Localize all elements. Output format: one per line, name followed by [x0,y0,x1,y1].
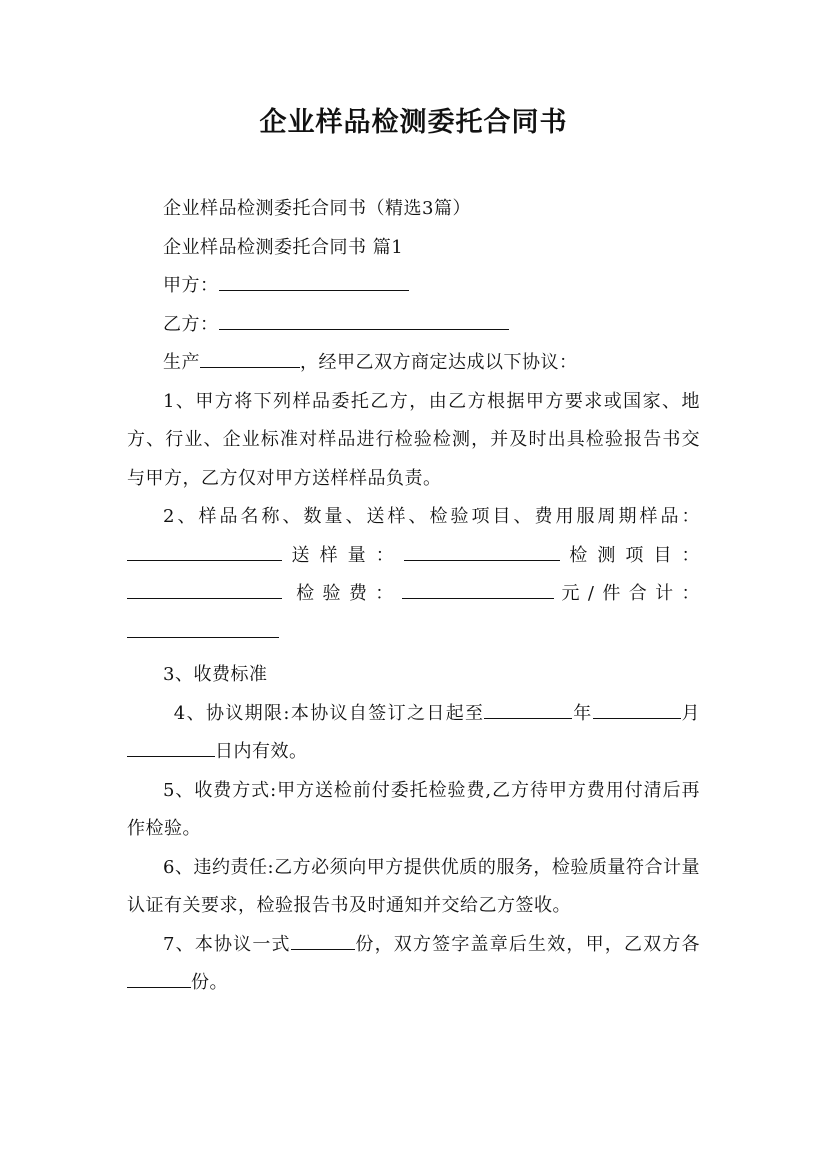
party-a-blank [219,271,409,291]
copies-blank [291,930,355,950]
section-heading-text: 企业样品检测委托合同书 篇1 [163,236,404,258]
sample-name-blank [127,541,282,561]
clause-7-middle: 份，双方签字盖章后生效，甲，乙双方各 [354,933,701,955]
production-line [127,344,700,383]
clause-2-fee: 检验费： [296,583,402,604]
party-a-label: 甲方： [163,275,219,296]
clause-7-suffix: 份。 [191,972,228,993]
total-blank [127,618,279,638]
clause-4 [127,695,700,772]
clause-1-text: 1、甲方将下列样品委托乙方，由乙方根据甲方要求或国家、地方、行业、企业标准对样品进行检验检测，并及时出具检验报告书交与甲方，乙方仅对甲方送样样品负责。 [127,390,700,489]
clause-4-month: 月 [680,702,700,724]
clause-7 [127,926,700,1003]
clause-2-prefix: 2、样品名称、数量、送样、检验项目、费用服周期样品： [163,506,700,527]
subtitle-text: 企业样品检测委托合同书（精选3篇） [163,198,471,219]
fee-blank [402,579,554,599]
production-suffix: ，经甲乙双方商定达成以下协议： [300,352,578,373]
clause-5-text: 5、收费方式:甲方送检前付委托检验费,乙方待甲方费用付清后再作检验。 [127,779,700,839]
clause-2-sample-qty: 送样量： [282,544,404,566]
document-body [127,190,700,1003]
clause-2-total: 元/件合计： [553,583,700,604]
test-items-blank [127,579,282,599]
party-b-label: 乙方： [163,313,219,335]
each-copies-blank [127,968,191,988]
section-heading [127,229,700,268]
month-blank [593,699,681,719]
subtitle [127,190,700,229]
clause-3-text: 3、收费标准 [163,664,268,685]
clause-4-year: 年 [572,702,593,724]
clause-7-prefix: 7、本协议一式 [163,933,291,955]
clause-5 [127,772,700,849]
clause-2-test-items: 检测项目： [559,544,700,566]
clause-4-suffix: 日内有效。 [215,741,308,762]
party-b-line [127,306,700,345]
clause-4-prefix: 4、协议期限:本协议自签订之日起至 [173,702,485,724]
sample-qty-blank [404,541,560,561]
clause-2 [127,498,700,652]
party-a-line [127,267,700,306]
party-b-blank [219,310,509,330]
clause-3 [127,656,700,695]
production-prefix: 生产 [163,352,200,373]
day-blank [127,737,215,757]
clause-6-text: 6、违约责任:乙方必须向甲方提供优质的服务，检验质量符合计量认证有关要求，检验报告书及时通知并交给乙方签收。 [127,856,700,916]
production-blank [200,348,300,368]
clause-6 [127,849,700,926]
year-blank [484,699,572,719]
clause-1 [127,383,700,499]
document-title: 企业样品检测委托合同书 [259,107,568,138]
